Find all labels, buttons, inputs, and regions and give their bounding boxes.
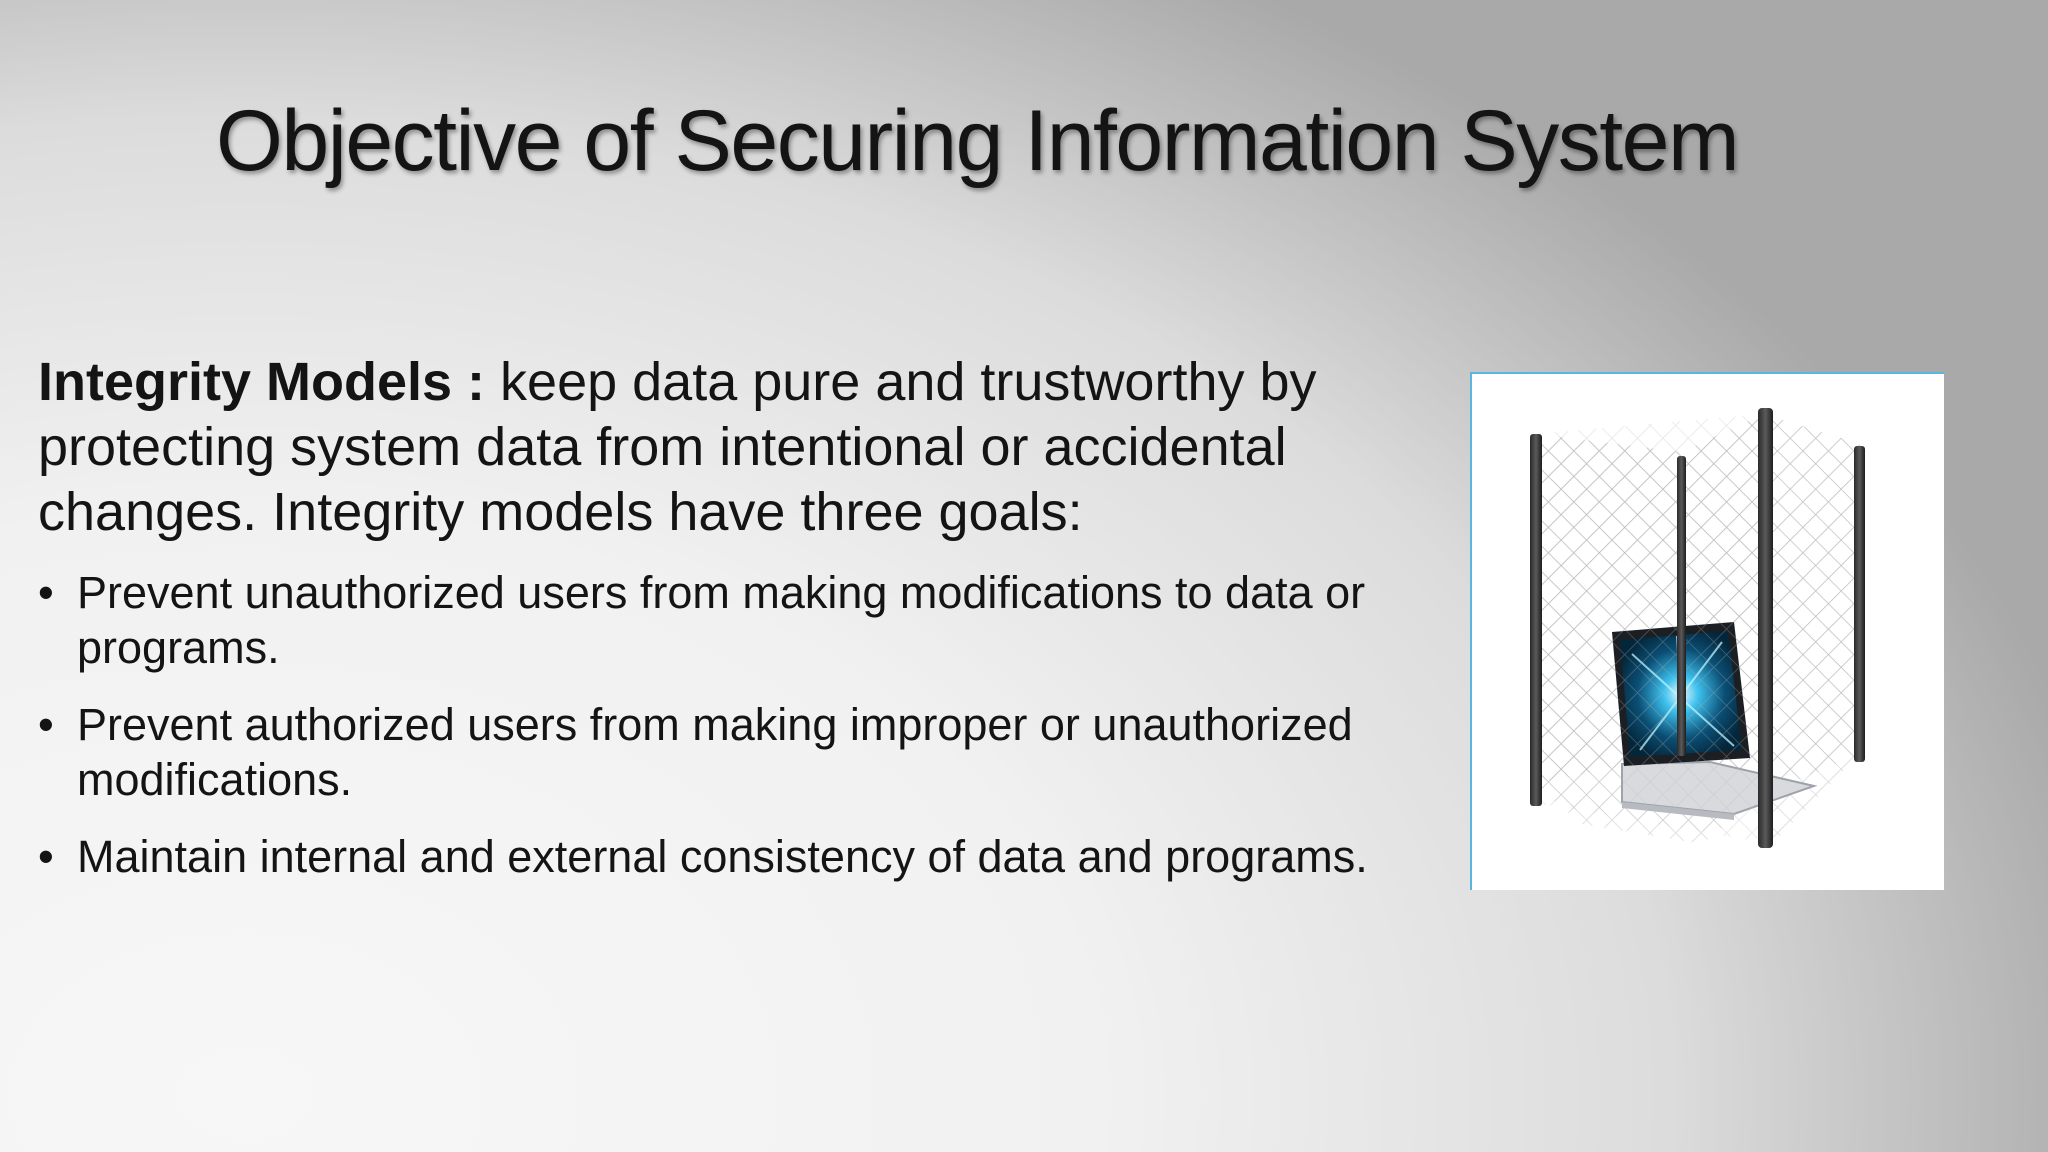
slide-body [38, 350, 1448, 906]
intro-paragraph [38, 350, 1448, 545]
bullet-icon: • [38, 567, 54, 618]
bullet-icon: • [38, 699, 54, 750]
goal-item [38, 565, 1448, 675]
goal-item [38, 829, 1448, 884]
intro-text: keep data pure and trustworthy by protecting system data from intentional or accidental changes. Integrity models have three goals: [38, 352, 1317, 542]
bullet-icon: • [38, 831, 54, 882]
goal-text: Prevent authorized users from making improper or unauthorized modifications. [77, 699, 1353, 805]
goals-list [38, 565, 1448, 884]
laptop-behind-fence-icon [1472, 374, 1944, 890]
slide-title: Objective of Securing Information System [216, 93, 1739, 189]
goal-text: Maintain internal and external consistency of data and programs. [77, 831, 1368, 882]
intro-lead: Integrity Models : [38, 352, 486, 412]
laptop-fence-image [1470, 372, 1944, 890]
goal-item [38, 697, 1448, 807]
goal-text: Prevent unauthorized users from making modifications to data or programs. [77, 567, 1366, 673]
